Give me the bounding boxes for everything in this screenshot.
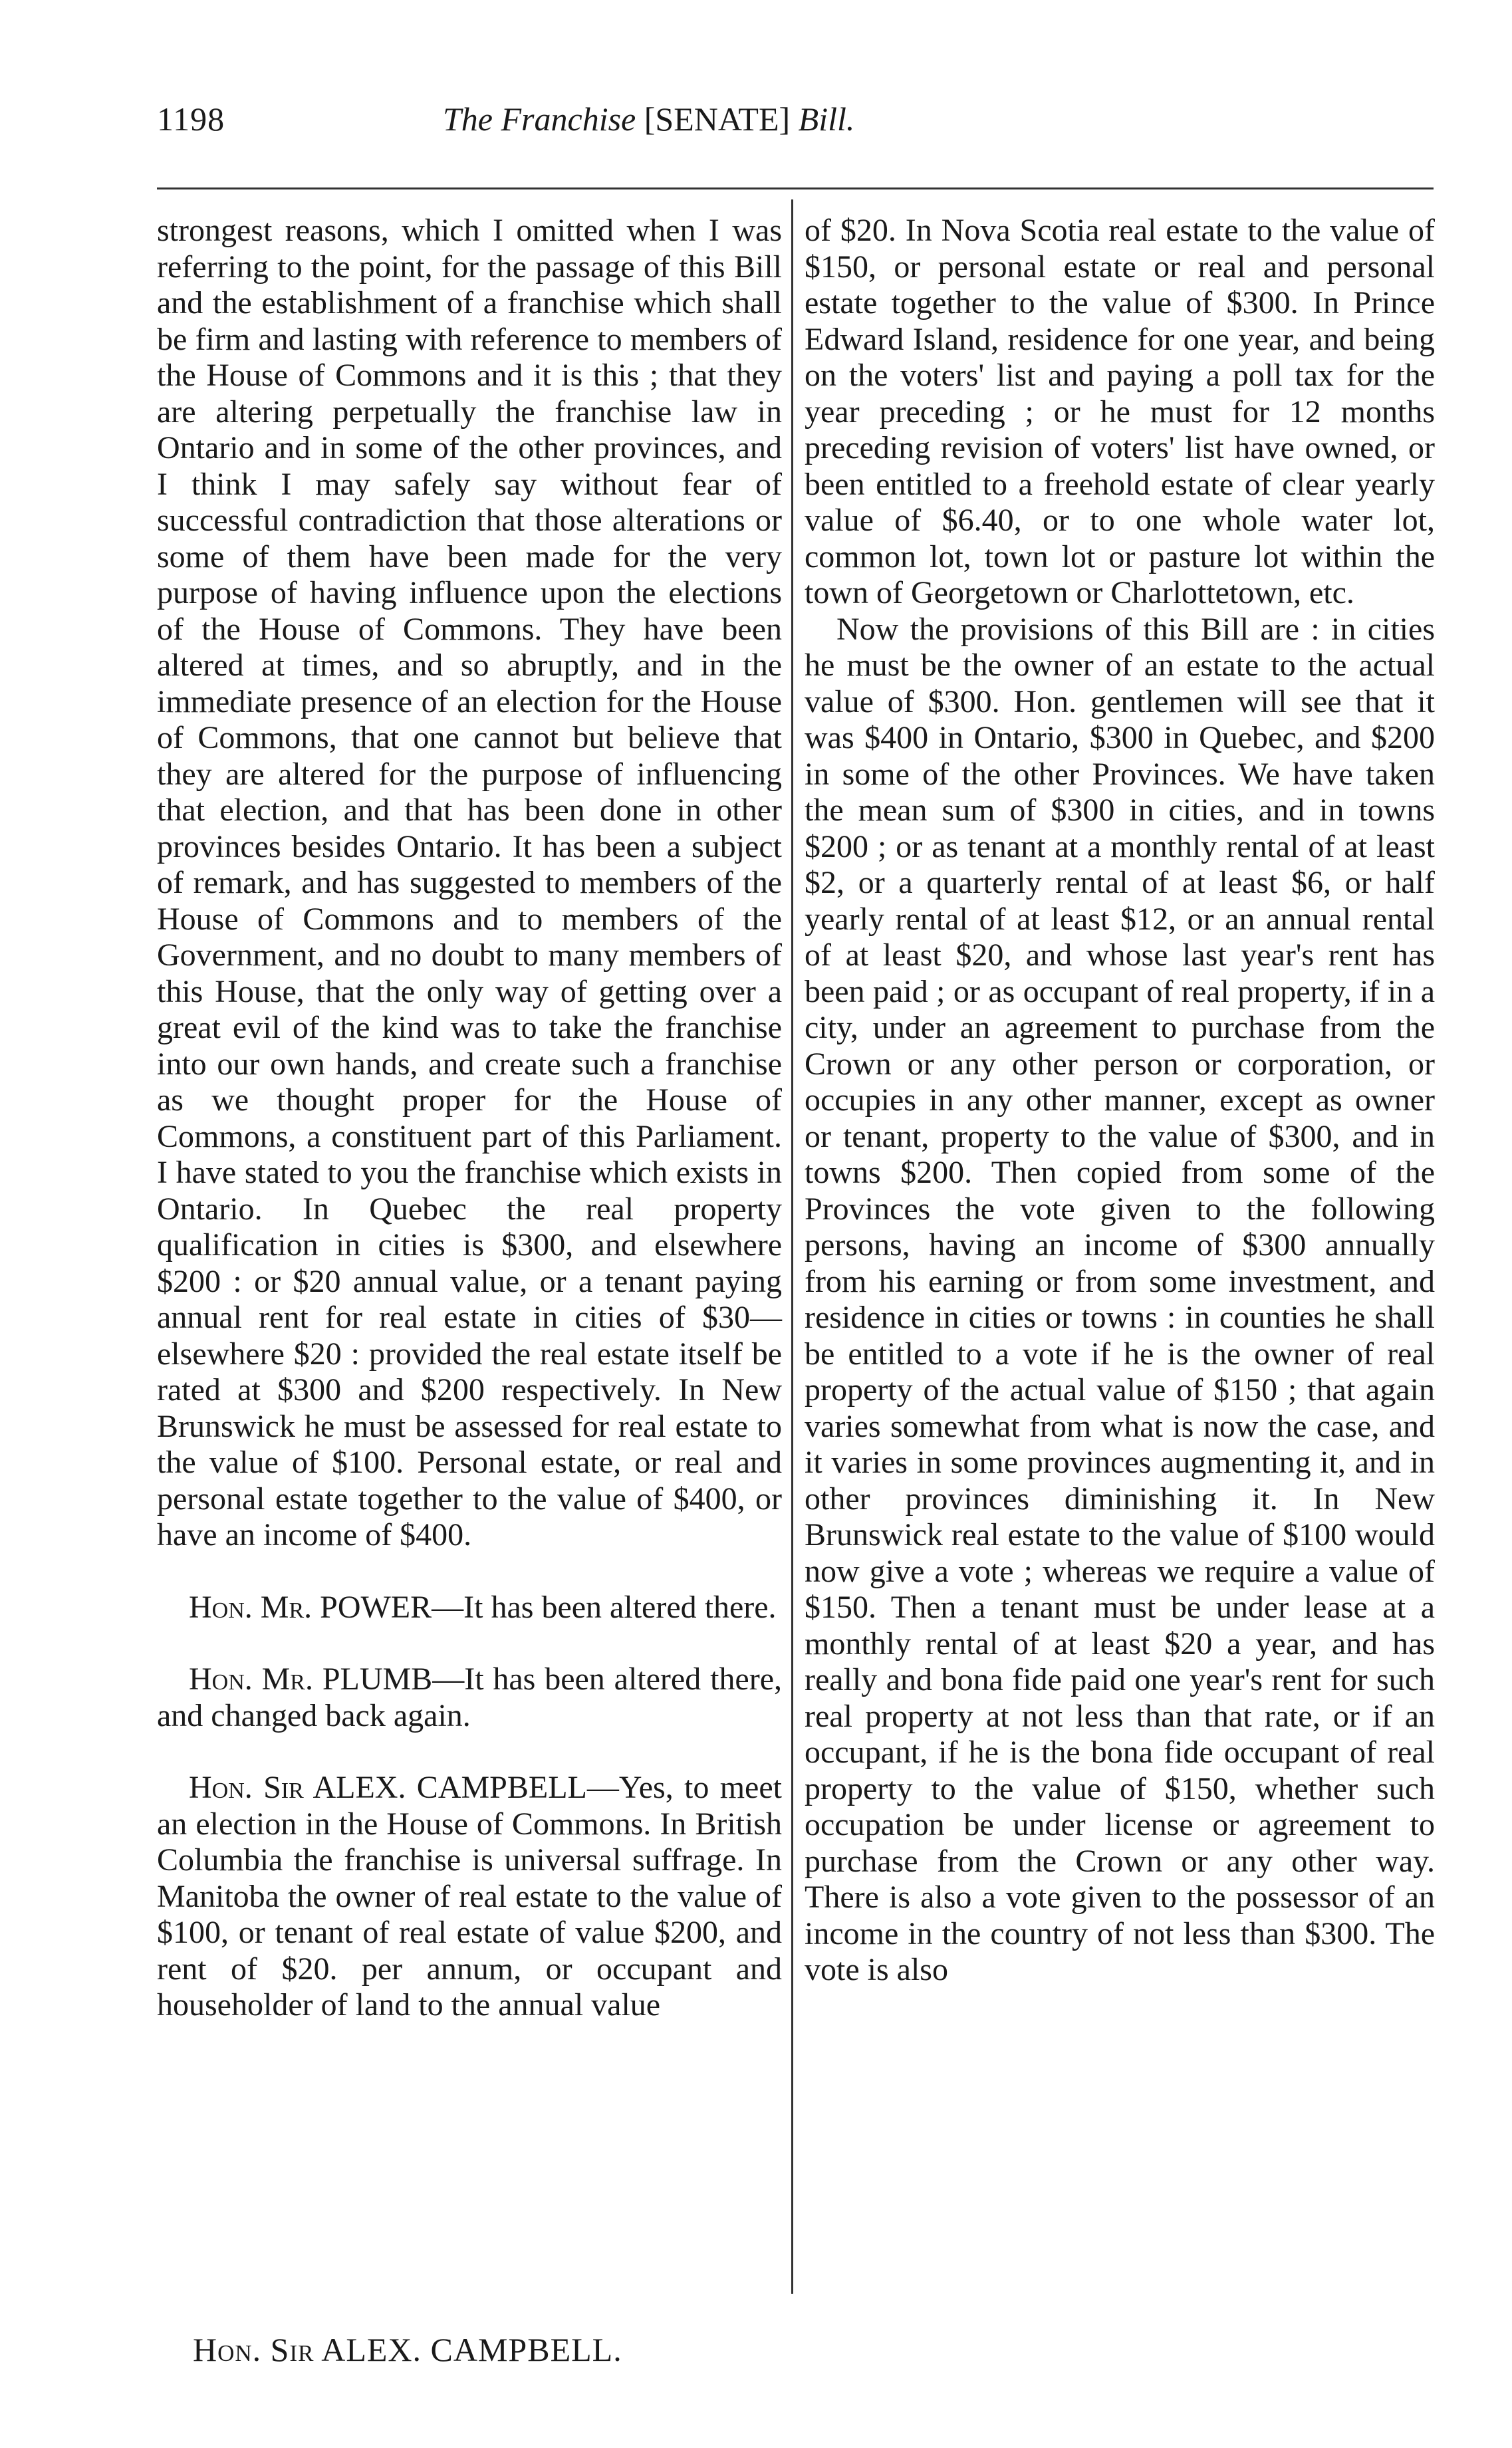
right-paragraph-2: Now the provisions of this Bill are : in cities he must be the owner of an estate to the actual value of $300. Hon. gentlemen will see that it was $400 in Ontario, $300 in Quebec, and $200 in some of the other Provinces. We have taken the mean sum of $300 in cities, and in towns $200 ; or as tenant at a monthly rental of at least $2, or a quarterly rental of at least $6, or half yearly rental of at least $12, or an annual rental of at least $20, and whose last year's rent has been paid ; or as occupant of real property, if in a city, under an agreement to purchase from the Crown or any other person or corporation, or occupies in any other manner, except as owner or tenant, property to the value of $300, and in towns $200. Then copied from some of the Provinces the vote given to the following persons, having an income of $300 annually from his earning or from some investment, and residence in cities or towns : in counties he shall be entitled to a vote if he is the owner of real property of the actual value of $150 ; that again varies somewhat from what is now the case, and it varies in some provinces augmenting it, and in other provinces diminishing it. In New Brunswick real estate to the value of $100 would now give a vote ; whereas we require a value of $150. Then a tenant must be under lease at a monthly rental of at least $20 a year, and has really and bona fide paid one year's rent for such real property at not less than that rate, or if an occupant, if he is the bona fide occupant of real property to the value of $150, whether such occupation be under license or agreement to purchase from the Crown or any other way. There is also a vote given to the possessor of an income in the country of not less than $300. The vote is also	[805, 611, 1435, 1987]
speaker-name-campbell: Hon. Sir ALEX. CAMPBELL	[189, 1770, 587, 1805]
right-paragraph-1: of $20. In Nova Scotia real estate to the value of $150, or personal estate or real and personal estate together to the value of $300. In Prince Edward Island, residence for one year, and being on the voters' list and paying a poll tax for the year preceding ; or he must for 12 months preceding revision of voters' list have owned, or been entitled to a freehold estate of clear yearly value of $6.40, or to one whole water lot, common lot, town lot or pasture lot within the town of Georgetown or Charlottetown, etc.	[805, 213, 1435, 610]
column-divider	[791, 199, 793, 2294]
header-rule	[157, 187, 1434, 189]
running-title-bill: Bill.	[798, 100, 855, 138]
page-number: 1198	[157, 100, 225, 138]
running-title-house: [SENATE]	[644, 100, 791, 138]
page-header	[157, 100, 1394, 146]
left-paragraph-1: strongest reasons, which I omitted when I was referring to the point, for the passage of this Bill and the establishment of a franchise which shall be firm and lasting with reference to members of the House of Commons and it is this ; that they are altering perpetually the franchise law in Ontario and in some of the other provinces, and I think I may safely say without fear of successful contradiction that those alterations or some of them have been made for the very purpose of having influence upon the elections of the House of Commons. They have been altered at times, and so abruptly, and in the immediate presence of an election for the House of Commons, that one cannot but believe that they are altered for the purpose of influencing that election, and that has been done in other provinces besides Ontario. It has been a subject of remark, and has suggested to members of the House of Commons and to members of the Government, and no doubt to many members of this House, that the only way of getting over a great evil of the kind was to take the franchise into our own hands, and create such a franchise as we thought proper for the House of Commons, a constituent part of this Parliament. I have stated to you the franchise which exists in Ontario. In Quebec the real property qualification in cities is $300, and elsewhere $200 : or $20 annual value, or a tenant paying annual rent for real estate in cities of $30—elsewhere $20 : provided the real estate itself be rated at $300 and $200 respectively. In New Brunswick he must be assessed for real estate to the value of $100. Personal estate, or real and personal estate together to the value of $400, or have an income of $400.	[157, 213, 782, 1552]
speech-plumb	[157, 1661, 782, 1734]
footer-speaker: Hon. Sir ALEX. CAMPBELL.	[193, 2331, 622, 2368]
speech-text-plumb: —It has been altered there, and changed back again.	[157, 1661, 782, 1733]
speech-campbell	[157, 1770, 782, 2024]
speech-text-campbell: —Yes, to meet an election in the House of Commons. In British Columbia the franchise is universal suffrage. In Manitoba the owner of real estate to the value of $100, or tenant of real estate of value $200, and rent of $20. per annum, or occupant and householder of land to the annual value	[157, 1770, 782, 2022]
speaker-name-plumb: Hon. Mr. PLUMB	[189, 1661, 433, 1697]
speech-power	[157, 1590, 782, 1626]
speech-text-power: —It has been altered there.	[432, 1589, 777, 1625]
right-column	[805, 213, 1435, 1989]
left-column	[157, 213, 782, 2024]
running-title	[443, 100, 854, 138]
running-title-italic: The Franchise	[443, 100, 636, 138]
speaker-name-power: Hon. Mr. POWER	[189, 1589, 432, 1625]
